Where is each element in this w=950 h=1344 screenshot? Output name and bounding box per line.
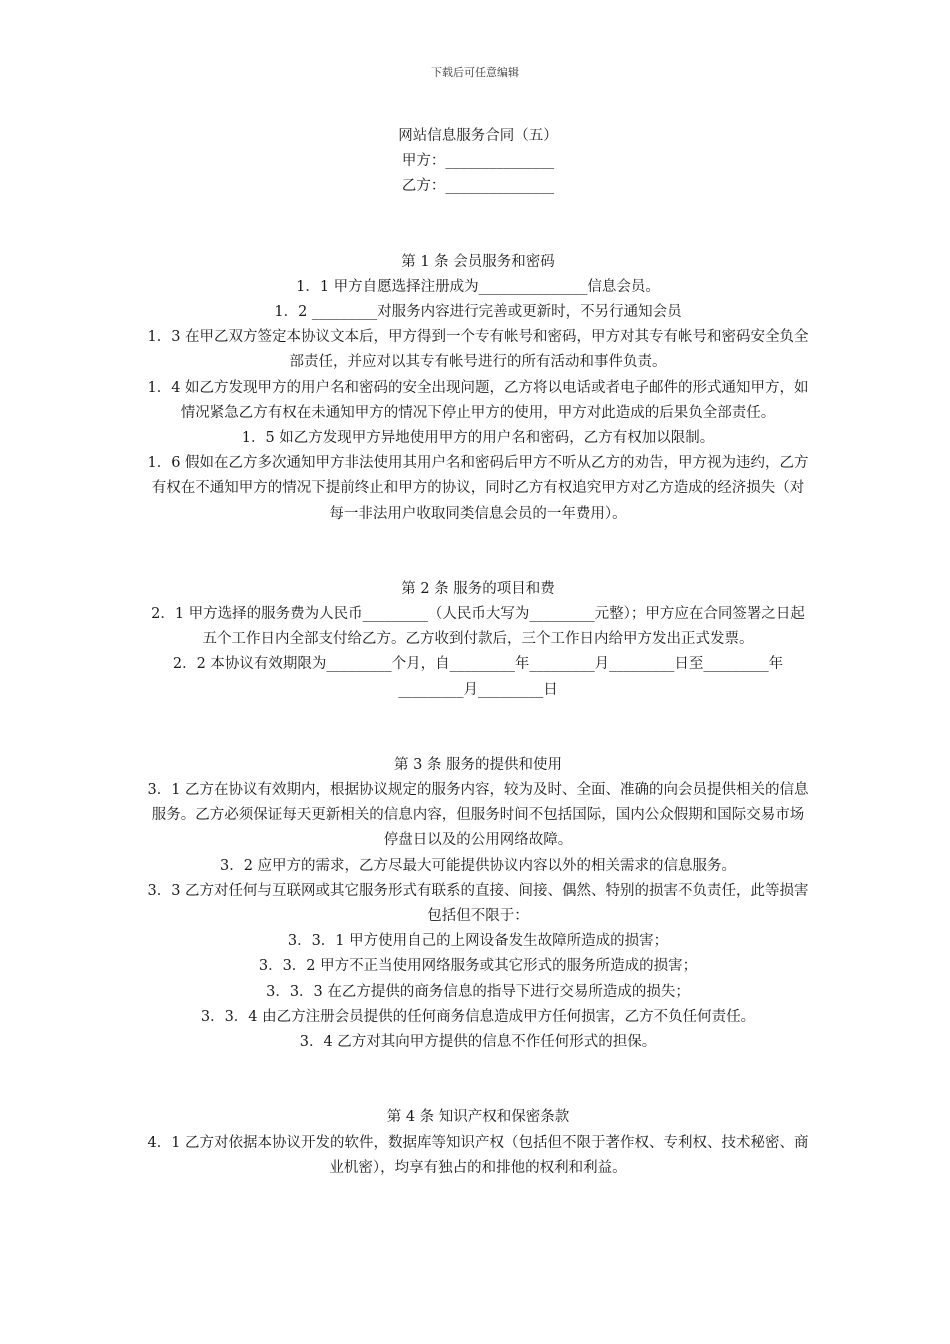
clause: 4．1 乙方对依据本协议开发的软件，数据库等知识产权（包括但不限于著作权、专利权、技术秘密、商业机密），均享有独占的和排他的权利和利益。 <box>147 1134 809 1176</box>
clause: 3．3．3 在乙方提供的商务信息的指导下进行交易所造成的损失； <box>266 983 690 1000</box>
party-b: 乙方：_______________ <box>401 178 555 195</box>
clause: 1．5 如乙方发现甲方异地使用甲方的用户名和密码，乙方有权加以限制。 <box>241 430 715 447</box>
section-title: 第 3 条 服务的提供和使用 <box>393 756 563 773</box>
clause: 1．3 在甲乙双方签定本协议文本后，甲方得到一个专有帐号和密码，甲方对其专有帐号和密码安全负全部责任，并应对以其专有帐号进行的所有活动和事件负责。 <box>147 329 809 371</box>
clause: 1．6 假如在乙方多次通知甲方非法使用其用户名和密码后甲方不听从乙方的劝告，甲方视为违约，乙方有权在不通知甲方的情况下提前终止和甲方的协议，同时乙方有权追究甲方对乙方造成的经济损失（对每一非法用户收取同类信息会员的一年费用）。 <box>147 455 809 522</box>
section-1 <box>146 250 810 527</box>
clause: 3．3．1 甲方使用自己的上网设备发生故障所造成的损害； <box>287 933 669 950</box>
clause: 3．3．4 由乙方注册会员提供的任何商务信息造成甲方任何损害，乙方不负任何责任。 <box>200 1008 756 1025</box>
section-3 <box>146 753 810 1055</box>
clause: 2．1 甲方选择的服务费为人民币_________（人民币大写为_________元整）；甲方应在合同签署之日起五个工作日内全部支付给乙方。乙方收到付款后，三个工作日内给甲方发出正式发票。 <box>151 606 805 648</box>
header-note: 下载后可任意编辑 <box>431 66 519 79</box>
section-4 <box>146 1105 810 1181</box>
contract-title: 网站信息服务合同（五） <box>398 128 558 144</box>
clause: 3．3．2 甲方不正当使用网络服务或其它形式的服务所造成的损害； <box>258 958 698 975</box>
party-a: 甲方：_______________ <box>401 153 555 170</box>
clause: 2．2 本协议有效期限为_________个月，自_________年_________月_________日至_________年_________月_________日 <box>172 656 784 698</box>
contract-body <box>146 124 810 1181</box>
clause: 1．1 甲方自愿选择注册成为_______________信息会员。 <box>296 278 660 295</box>
clause: 1．4 如乙方发现甲方的用户名和密码的安全出现问题，乙方将以电话或者电子邮件的形式通知甲方，如情况紧急乙方有权在未通知甲方的情况下停止甲方的使用，甲方对此造成的后果负全部责任。 <box>147 379 809 421</box>
clause: 1．2 _________对服务内容进行完善或更新时，不另行通知会员 <box>274 304 682 321</box>
section-title: 第 2 条 服务的项目和费 <box>401 580 555 597</box>
clause: 3．2 应甲方的需求，乙方尽最大可能提供协议内容以外的相关需求的信息服务。 <box>219 857 737 874</box>
section-2 <box>146 577 810 703</box>
clause: 3．3 乙方对任何与互联网或其它服务形式有联系的直接、间接、偶然、特别的损害不负责任，此等损害包括但不限于： <box>147 882 809 925</box>
section-title: 第 4 条 知识产权和保密条款 <box>386 1109 570 1126</box>
section-title: 第 1 条 会员服务和密码 <box>401 253 555 270</box>
clause: 3．1 乙方在协议有效期内，根据协议规定的服务内容，较为及时、全面、准确的向会员提供相关的信息服务。乙方必须保证每天更新相关的信息内容，但服务时间不包括国际，国内公众假期和国际交易市场停盘日以及的公用网络故障。 <box>147 782 809 849</box>
clause: 3．4 乙方对其向甲方提供的信息不作任何形式的担保。 <box>299 1034 657 1051</box>
